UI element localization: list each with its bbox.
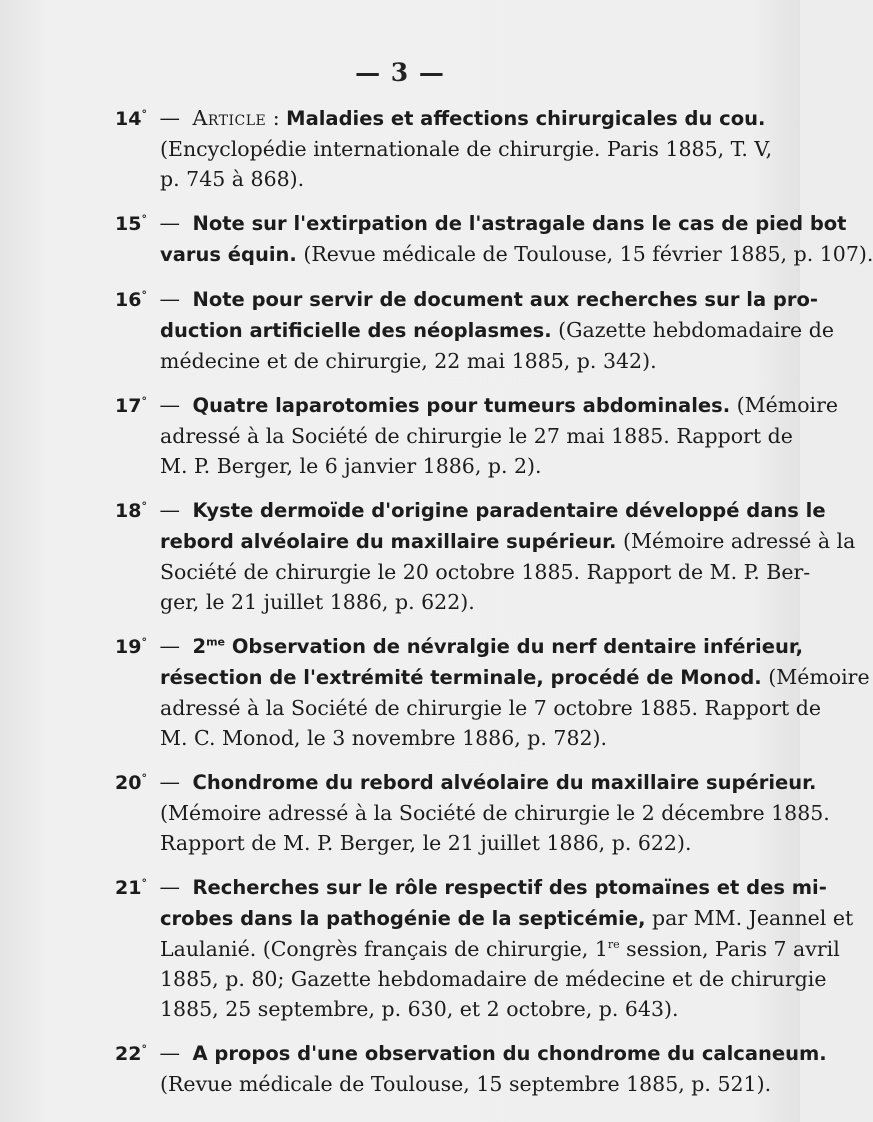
- entry-title: Observation de névralgie du nerf dentaire inférieur,: [225, 635, 803, 658]
- entry-line: [115, 903, 854, 934]
- entry-number-value: 22: [115, 1043, 142, 1065]
- entry-citation: 1885, 25 septembre, p. 630, et 2 octobre, p. 643).: [160, 997, 679, 1021]
- entry-title: duction artificielle des néoplasmes.: [160, 319, 552, 342]
- entry-citation: (Mémoire: [761, 665, 870, 689]
- entry-number: [115, 1043, 147, 1065]
- entry-citation: session, Paris 7 avril: [619, 937, 840, 961]
- entry-number: [115, 289, 147, 311]
- entry-number-value: 16: [115, 289, 142, 311]
- entry-line: [115, 390, 839, 421]
- entry-line: [115, 693, 822, 723]
- entry-title: Chondrome du rebord alvéolaire du maxillaire supérieur.: [192, 771, 817, 794]
- dash: —: [159, 211, 187, 235]
- entry-citation: médecine et de chirurgie, 22 mai 1885, p. 342).: [160, 349, 657, 373]
- entry-number-value: 18: [115, 500, 142, 522]
- entry-line: [115, 315, 834, 346]
- superscript-text: me: [206, 635, 226, 649]
- bibliography-entry: [115, 284, 834, 376]
- entry-title: Maladies et affections chirurgicales du cou.: [286, 107, 766, 130]
- entry-line: [115, 767, 817, 798]
- degree-mark: °: [141, 1042, 147, 1056]
- entry-number: [115, 772, 147, 794]
- bibliography-entry: [115, 872, 854, 1024]
- entry-citation: adressé à la Société de chirurgie le 27 mai 1885. Rapport de: [160, 424, 793, 448]
- bibliography-entry: [115, 390, 839, 481]
- entry-line: [115, 1038, 827, 1069]
- entry-title: Kyste dermoïde d'origine paradentaire développé dans le: [192, 499, 826, 522]
- entry-number-value: 21: [115, 877, 142, 899]
- entry-line: [115, 284, 818, 315]
- article-label: Article: [192, 106, 267, 130]
- entry-number-value: 14: [115, 108, 142, 130]
- entry-citation: (Mémoire adressé à la: [616, 529, 856, 553]
- entry-title: résection de l'extrémité terminale, procédé de Monod.: [160, 666, 762, 689]
- entry-line: [115, 587, 745, 617]
- degree-mark: °: [141, 212, 147, 226]
- degree-mark: °: [141, 394, 147, 408]
- entry-title: Recherches sur le rôle respectif des ptomaïnes et des mi-: [192, 876, 827, 899]
- entry-title: varus équin.: [160, 243, 297, 266]
- dash: —: [159, 770, 187, 794]
- entry-line: [115, 239, 873, 270]
- entry-line: [115, 346, 745, 376]
- entry-number: [115, 877, 147, 899]
- entry-title: Quatre laparotomies pour tumeurs abdominales.: [192, 394, 731, 417]
- entry-line: [115, 421, 793, 451]
- degree-mark: °: [141, 107, 147, 121]
- entry-line: [115, 495, 826, 526]
- entry-line: [115, 557, 811, 587]
- entry-citation: p. 745 à 868).: [160, 167, 305, 191]
- dash: —: [159, 287, 187, 311]
- dash: —: [159, 498, 187, 522]
- entry-number: [115, 636, 147, 658]
- entry-citation: ger, le 21 juillet 1886, p. 622).: [160, 590, 475, 614]
- entry-citation: (Revue médicale de Toulouse, 15 février 1885, p. 107).: [296, 242, 873, 266]
- superscript-text: re: [607, 938, 620, 952]
- entry-line: [115, 828, 745, 858]
- bibliography-entry: [115, 103, 773, 194]
- entry-citation: Laulanié. (Congrès français de chirurgie, 1: [160, 937, 608, 961]
- bibliography-entry: [115, 631, 870, 753]
- entry-citation: (Mémoire adressé à la Société de chirurgie le 2 décembre 1885.: [160, 801, 830, 825]
- entry-line: [115, 1069, 772, 1099]
- entry-number-value: 20: [115, 772, 142, 794]
- entry-line: [115, 934, 840, 964]
- degree-mark: °: [141, 288, 147, 302]
- entry-line: [115, 798, 830, 828]
- entry-number: [115, 213, 147, 235]
- bibliography-entry: [115, 767, 830, 858]
- entry-number-value: 15: [115, 213, 142, 235]
- entry-line: [115, 526, 856, 557]
- entry-citation: (Encyclopédie internationale de chirurgie. Paris 1885, T. V,: [160, 137, 773, 161]
- entry-line: [115, 103, 766, 134]
- bibliography-list: [115, 103, 873, 1113]
- entry-citation: Société de chirurgie le 20 octobre 1885. Rapport de M. P. Ber-: [160, 560, 811, 584]
- entry-line: [115, 662, 870, 693]
- entry-number: [115, 500, 147, 522]
- entry-number-value: 17: [115, 395, 142, 417]
- entry-citation: Rapport de M. P. Berger, le 21 juillet 1886, p. 622).: [160, 831, 692, 855]
- entry-citation: (Mémoire: [730, 393, 839, 417]
- dash: —: [159, 634, 187, 658]
- entry-line: [115, 164, 745, 194]
- dash: —: [159, 875, 187, 899]
- title-superscript: [206, 635, 225, 658]
- entry-line: [115, 872, 827, 903]
- entry-citation: (Revue médicale de Toulouse, 15 septembre 1885, p. 521).: [160, 1072, 772, 1096]
- page-number: — 3 —: [355, 58, 445, 87]
- entry-line: [115, 631, 803, 662]
- entry-citation: (Gazette hebdomadaire de: [551, 318, 834, 342]
- degree-mark: °: [141, 771, 147, 785]
- entry-number: [115, 395, 147, 417]
- entry-line: [115, 964, 827, 994]
- dash: —: [159, 393, 187, 417]
- dash: —: [159, 1041, 187, 1065]
- bibliography-entry: [115, 495, 856, 617]
- entry-citation: M. P. Berger, le 6 janvier 1886, p. 2).: [160, 454, 542, 478]
- entry-title: crobes dans la pathogénie de la septicémie,: [160, 907, 646, 930]
- entry-title: A propos d'une observation du chondrome du calcaneum.: [192, 1042, 827, 1065]
- entry-citation: 1885, p. 80; Gazette hebdomadaire de médecine et de chirurgie: [160, 967, 827, 991]
- degree-mark: °: [141, 499, 147, 513]
- entry-number-value: 19: [115, 636, 142, 658]
- dash: —: [159, 106, 187, 130]
- bibliography-entry: [115, 1038, 827, 1099]
- bibliography-entry: [115, 208, 873, 270]
- entry-title: rebord alvéolaire du maxillaire supérieur.: [160, 530, 617, 553]
- entry-line: [115, 723, 745, 753]
- entry-title: Note pour servir de document aux recherches sur la pro-: [192, 288, 818, 311]
- entry-citation: M. C. Monod, le 3 novembre 1886, p. 782).: [160, 726, 608, 750]
- entry-citation: par MM. Jeannel et: [645, 906, 854, 930]
- entry-line: [115, 994, 745, 1024]
- entry-number: [115, 108, 147, 130]
- entry-title: 2: [192, 635, 207, 658]
- entry-line: [115, 451, 745, 481]
- entry-line: [115, 134, 773, 164]
- entry-title: Note sur l'extirpation de l'astragale dans le cas de pied bot: [192, 212, 847, 235]
- entry-line: [115, 208, 847, 239]
- degree-mark: °: [141, 635, 147, 649]
- entry-citation: adressé à la Société de chirurgie le 7 octobre 1885. Rapport de: [160, 696, 822, 720]
- degree-mark: °: [141, 876, 147, 890]
- separator: :: [266, 106, 287, 130]
